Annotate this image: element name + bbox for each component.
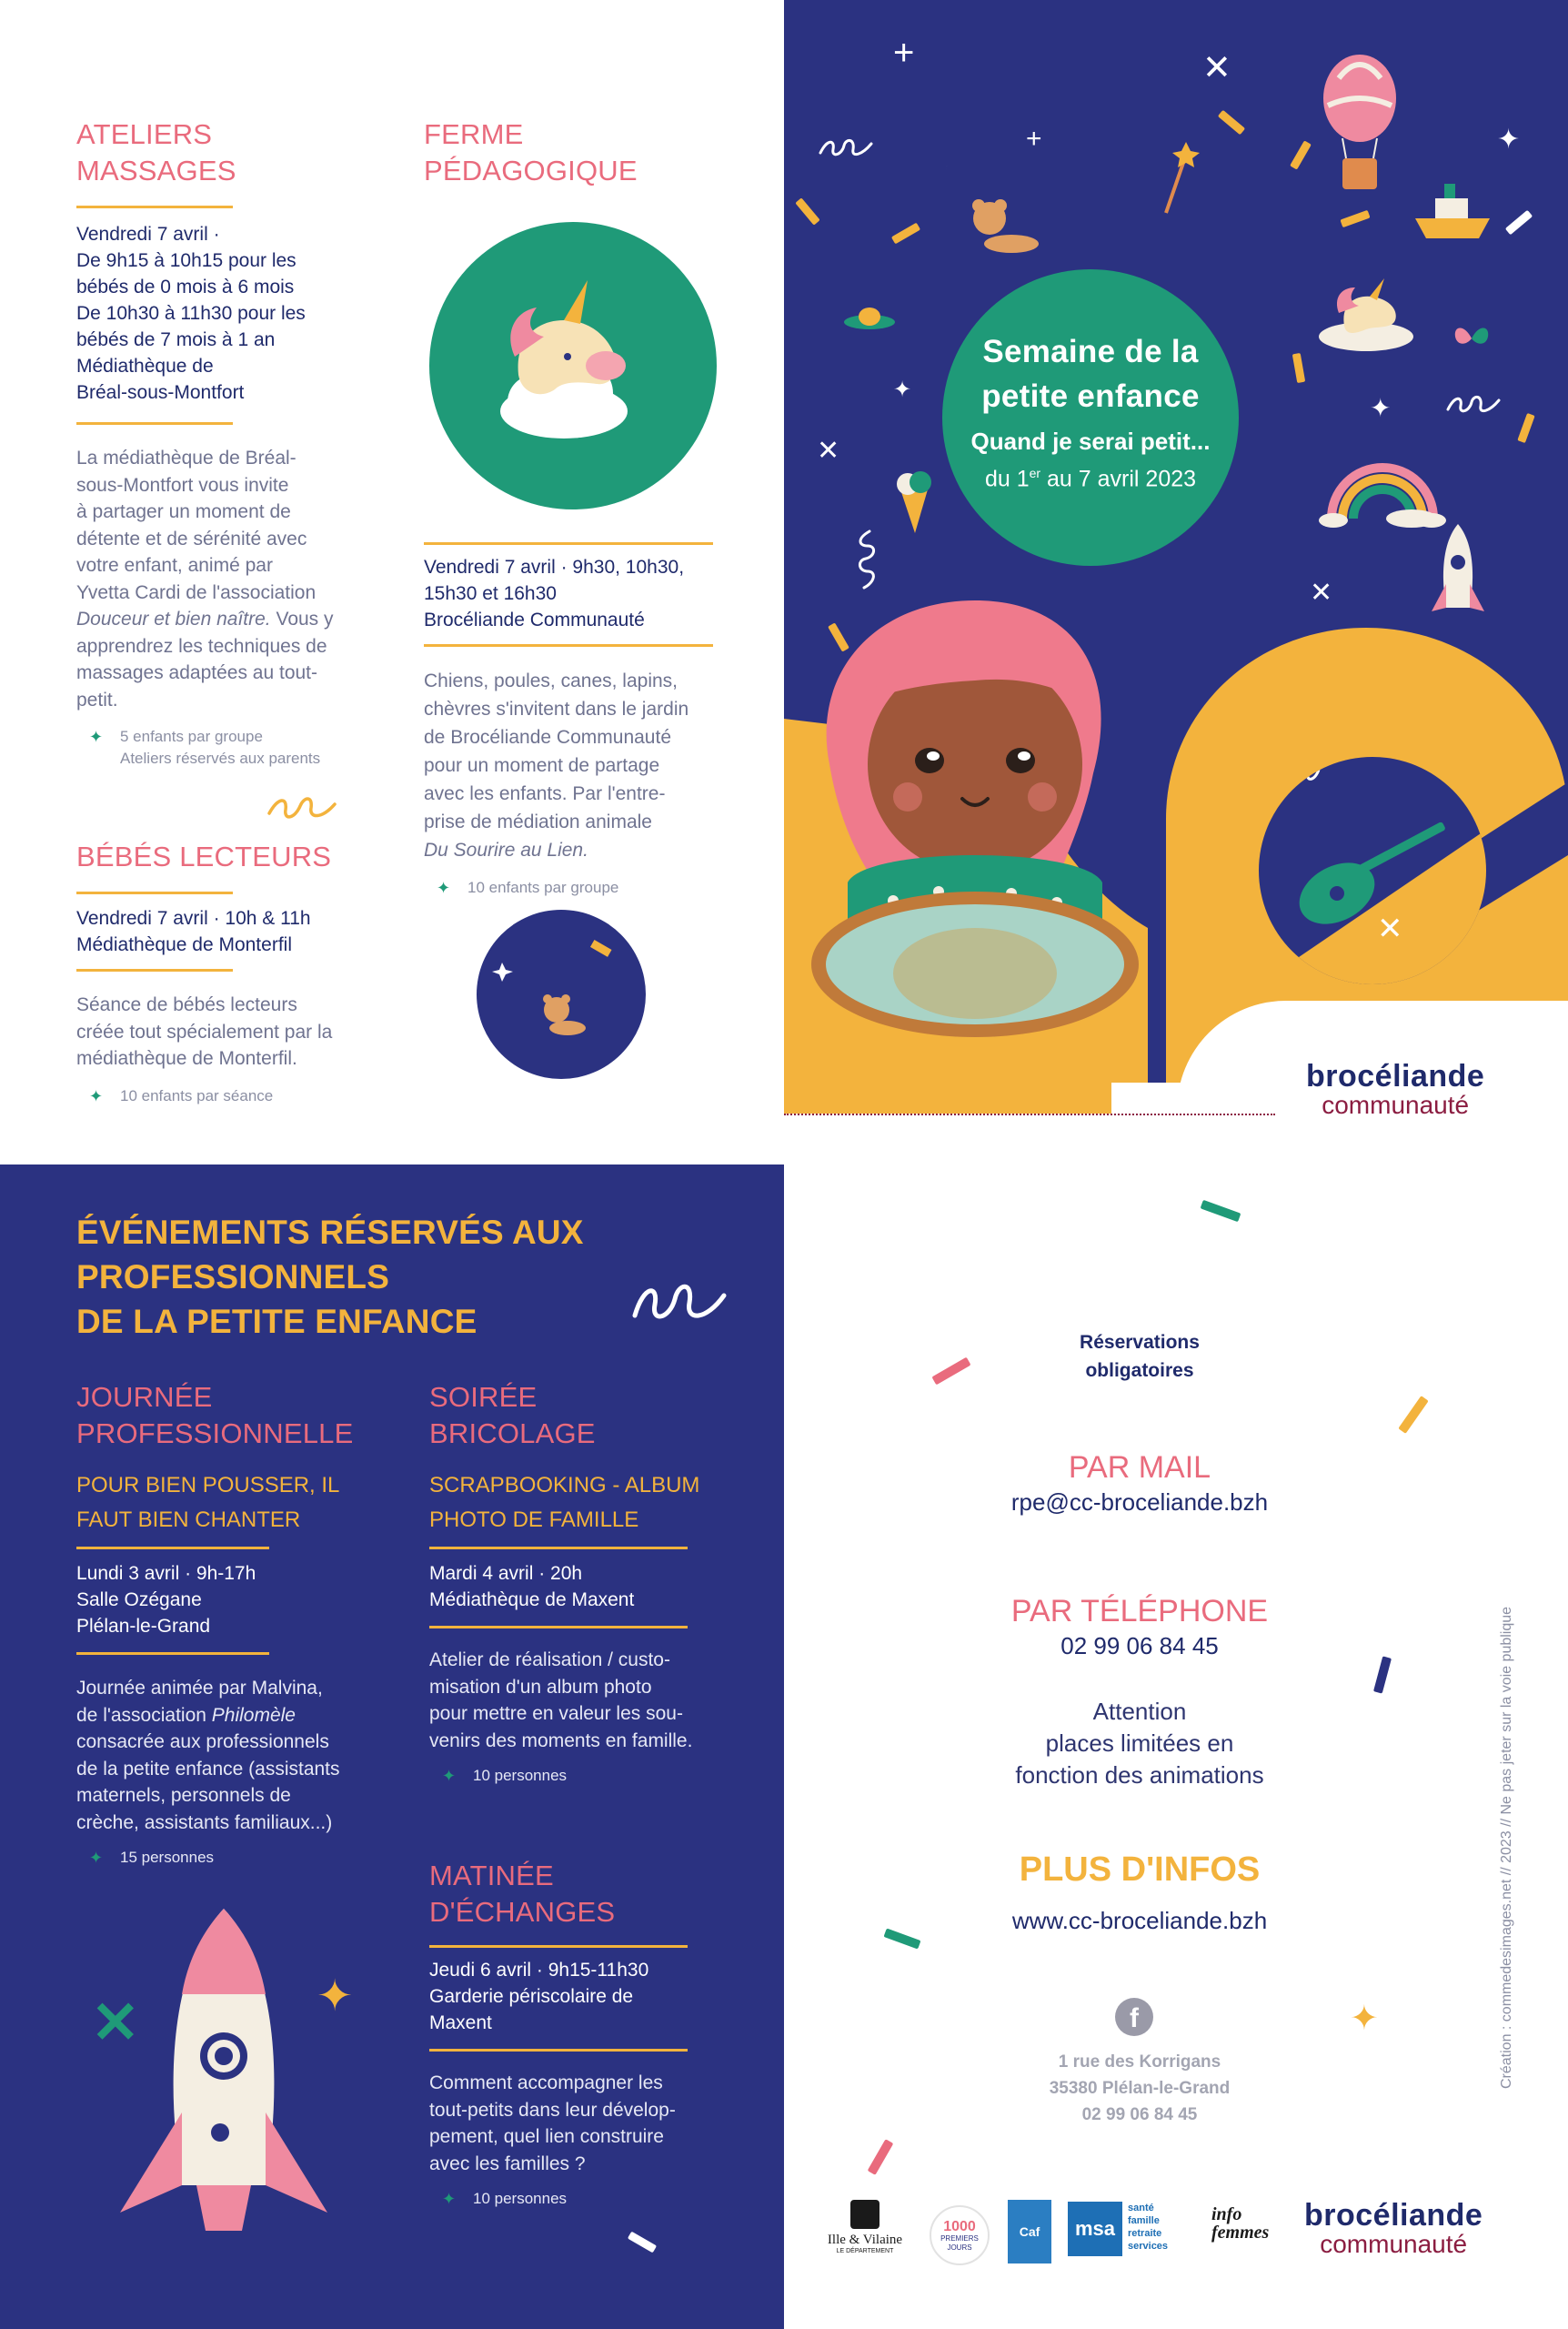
matinee-body: Comment accompagner les tout-petits dans leur dévelop- pement, quel lien construire avec les familles ? xyxy=(429,2072,676,2174)
bebes-note: ✦ 10 enfants par séance xyxy=(89,1086,274,1105)
ship-icon xyxy=(1412,178,1493,242)
partner-msa-logo: msa xyxy=(1068,2202,1122,2256)
ufo-icon xyxy=(842,302,897,335)
soiree-info: Mardi 4 avril · 20h Médiathèque de Maxent xyxy=(429,1563,635,1610)
mail-link[interactable]: rpe@cc-broceliande.bzh xyxy=(1010,1488,1269,1516)
ferme-body: Chiens, poules, canes, lapins, chèvres s'invitent dans le jardin de Brocéliande Communauté pour un moment de partage avec les enfants. Par l'entre- prise de médiation animale Du Sourire au Lien. xyxy=(424,670,689,861)
ateliers-rule-2 xyxy=(76,422,233,425)
sparkle-icon: ✦ xyxy=(1497,125,1521,155)
sparkle-icon: ✦ xyxy=(893,378,912,402)
cover-logo: brocéliande communauté xyxy=(1306,1059,1485,1119)
address-block: 1 rue des Korrigans 35380 Plélan-le-Grand 02 99 06 84 45 xyxy=(1049,2052,1231,2124)
ateliers-note: ✦ 5 enfants par groupe Ateliers réservés aux parents xyxy=(89,728,321,767)
ateliers-title: ATELIERS MASSAGES xyxy=(76,118,236,187)
balloon-icon xyxy=(1319,51,1401,197)
moon-bear-illustration xyxy=(475,908,648,1085)
infos-link[interactable]: www.cc-broceliande.bzh xyxy=(1011,1907,1268,1934)
cloud-icon xyxy=(1384,502,1439,528)
unicorn-icon xyxy=(1312,273,1421,355)
sparkle-icon: ✦ xyxy=(1350,2000,1379,2038)
matinee-title: MATINÉE D'ÉCHANGES xyxy=(429,1860,616,1928)
sparkle-icon: ✦ xyxy=(89,1086,104,1105)
swirl-icon xyxy=(629,1272,729,1326)
ferme-info: Vendredi 7 avril · 9h30, 10h30, 15h30 et 16h30 Brocéliande Communauté xyxy=(424,557,685,630)
swirl-icon xyxy=(817,133,875,160)
matinee-rule-2 xyxy=(429,2049,688,2052)
wand-icon xyxy=(1148,136,1202,218)
ateliers-info: Vendredi 7 avril · De 9h15 à 10h15 pour les bébés de 0 mois à 6 mois De 10h30 à 11h30 pour les bébés de 7 mois à 1 an Médiathèque de Bréal-sous-Montfort xyxy=(76,224,306,403)
journee-section xyxy=(76,1379,382,1869)
sparkle-icon: ✦ xyxy=(317,1972,354,2021)
ferme-note: ✦ 10 enfants par groupe xyxy=(437,879,619,897)
bebes-rule-2 xyxy=(76,969,233,972)
plus-icon: + xyxy=(1026,124,1042,154)
ferme-details xyxy=(424,542,729,899)
bebes-title: BÉBÉS LECTEURS xyxy=(76,841,332,872)
x-icon: ✕ xyxy=(1310,578,1333,608)
sparkle-icon: ✦ xyxy=(89,728,104,746)
x-icon: ✕ xyxy=(1202,49,1231,87)
ferme-section xyxy=(424,116,729,189)
unicorn-illustration xyxy=(427,220,719,516)
matinee-note: ✦ 10 personnes xyxy=(442,2190,568,2208)
credit-text: Création : commedesimages.net // 2023 // Ne pas jeter sur la voie publique xyxy=(1499,1606,1514,2089)
cover-dates: du 1er au 7 avril 2023 xyxy=(984,466,1197,492)
partner-msa-text: santé famille retraite services xyxy=(1128,2203,1169,2252)
soiree-body: Atelier de réalisation / custo- misation d'un album photo pour mettre en valeur les sou- venirs des moments en famille. xyxy=(429,1649,693,1751)
plus-icon: + xyxy=(893,33,915,73)
journee-info: Lundi 3 avril · 9h-17h Salle Ozégane Plélan-le-Grand xyxy=(76,1563,256,1637)
butterfly-icon xyxy=(1452,322,1492,355)
fold-line xyxy=(784,1114,1275,1115)
sparkle-icon: ✦ xyxy=(1370,394,1392,422)
ferme-rule-2 xyxy=(424,644,713,647)
soiree-subtitle: SCRAPBOOKING - ALBUM PHOTO DE FAMILLE xyxy=(429,1473,700,1532)
guitar-icon xyxy=(1259,757,1486,984)
sparkle-icon: ✦ xyxy=(442,1767,457,1785)
child-illustration xyxy=(793,582,1175,1092)
infos-label: PLUS D'INFOS xyxy=(1019,1850,1261,1889)
swirl-icon xyxy=(1444,389,1503,417)
cover-panel xyxy=(784,0,1568,1119)
guitar-circle xyxy=(1259,757,1486,984)
x-icon: ✕ xyxy=(817,436,840,466)
ateliers-body: La médiathèque de Bréal- sous-Montfort vous invite à partager un moment de détente et de sérénité avec votre enfant, animé par Yvetta Cardi de l'association Douceur et bien naître. Vous y apprendrez les techniques de massages adaptées au tout- petit. xyxy=(76,448,334,711)
partner-info-femmes-logo: info femmes xyxy=(1211,2204,1270,2243)
soiree-title: SOIRÉE BRICOLAGE xyxy=(429,1381,596,1449)
svg-text:✕: ✕ xyxy=(1377,911,1403,947)
tel-value[interactable]: 02 99 06 84 45 xyxy=(1060,1632,1219,1659)
sparkle-icon: ✦ xyxy=(442,2190,457,2208)
rocket-icon xyxy=(1426,520,1490,630)
matinee-rule xyxy=(429,1945,688,1948)
ice-cream-icon xyxy=(891,462,937,535)
facebook-icon[interactable]: f xyxy=(1115,1998,1153,2036)
journee-note: ✦ 15 personnes xyxy=(89,1849,215,1867)
moon-bear-icon xyxy=(902,100,1084,282)
journee-rule xyxy=(76,1547,269,1549)
matinee-info: Jeudi 6 avril · 9h15-11h30 Garderie périscolaire de Maxent xyxy=(429,1960,649,2033)
soiree-section xyxy=(429,1379,735,1787)
x-icon: ✕ xyxy=(91,1990,140,2055)
partner-caf-logo: Caf xyxy=(1008,2200,1051,2263)
contact-logo: brocéliande communauté xyxy=(1304,2198,1483,2258)
tel-label: PAR TÉLÉPHONE xyxy=(1010,1594,1269,1628)
sparkle-icon: ✦ xyxy=(437,879,451,897)
pros-heading: ÉVÉNEMENTS RÉSERVÉS AUX PROFESSIONNELS DE LA PETITE ENFANCE xyxy=(76,1214,584,1340)
ferme-title: FERME PÉDAGOGIQUE xyxy=(424,118,638,187)
partner-1000-jours-logo: 1000 PREMIERS JOURS xyxy=(930,2205,990,2265)
soiree-note: ✦ 10 personnes xyxy=(442,1767,568,1785)
swirl-icon xyxy=(266,788,338,824)
soiree-rule-2 xyxy=(429,1626,688,1628)
cover-title: Semaine de la petite enfance xyxy=(981,334,1200,414)
sparkle-icon: ✦ xyxy=(89,1849,104,1867)
matinee-section xyxy=(429,1858,735,2210)
ateliers-rule xyxy=(76,206,233,208)
journee-rule-2 xyxy=(76,1652,269,1655)
attention-text: Attention places limitées en fonction des animations xyxy=(1015,1698,1264,1789)
bebes-rule xyxy=(76,892,233,894)
ateliers-section xyxy=(76,116,382,770)
soiree-rule xyxy=(429,1547,688,1549)
ille-vilaine-mark xyxy=(850,2200,879,2229)
bebes-section xyxy=(76,839,382,1107)
mail-label: PAR MAIL xyxy=(1068,1450,1211,1485)
journee-title: JOURNÉE PROFESSIONNELLE xyxy=(76,1381,354,1449)
journee-body: Journée animée par Malvina, de l'association Philomèle consacrée aux professionnels de la petite enfance (assistants maternels, personnels de crèche, assistants familiaux...) xyxy=(76,1678,340,1833)
ferme-rule xyxy=(424,542,713,545)
partner-ille-vilaine-logo: Ille & Vilaine LE DÉPARTEMENT xyxy=(815,2200,915,2254)
reservations-label: Réservations obligatoires xyxy=(1080,1332,1200,1381)
bebes-body: Séance de bébés lecteurs créée tout spécialement par la médiathèque de Monterfil. xyxy=(76,994,333,1069)
bebes-info: Vendredi 7 avril · 10h & 11h Médiathèque de Monterfil xyxy=(76,908,311,955)
cover-subtitle: Quand je serai petit... xyxy=(970,428,1211,455)
rocket-illustration xyxy=(87,1903,360,2249)
journee-subtitle: POUR BIEN POUSSER, IL FAUT BIEN CHANTER xyxy=(76,1473,340,1532)
